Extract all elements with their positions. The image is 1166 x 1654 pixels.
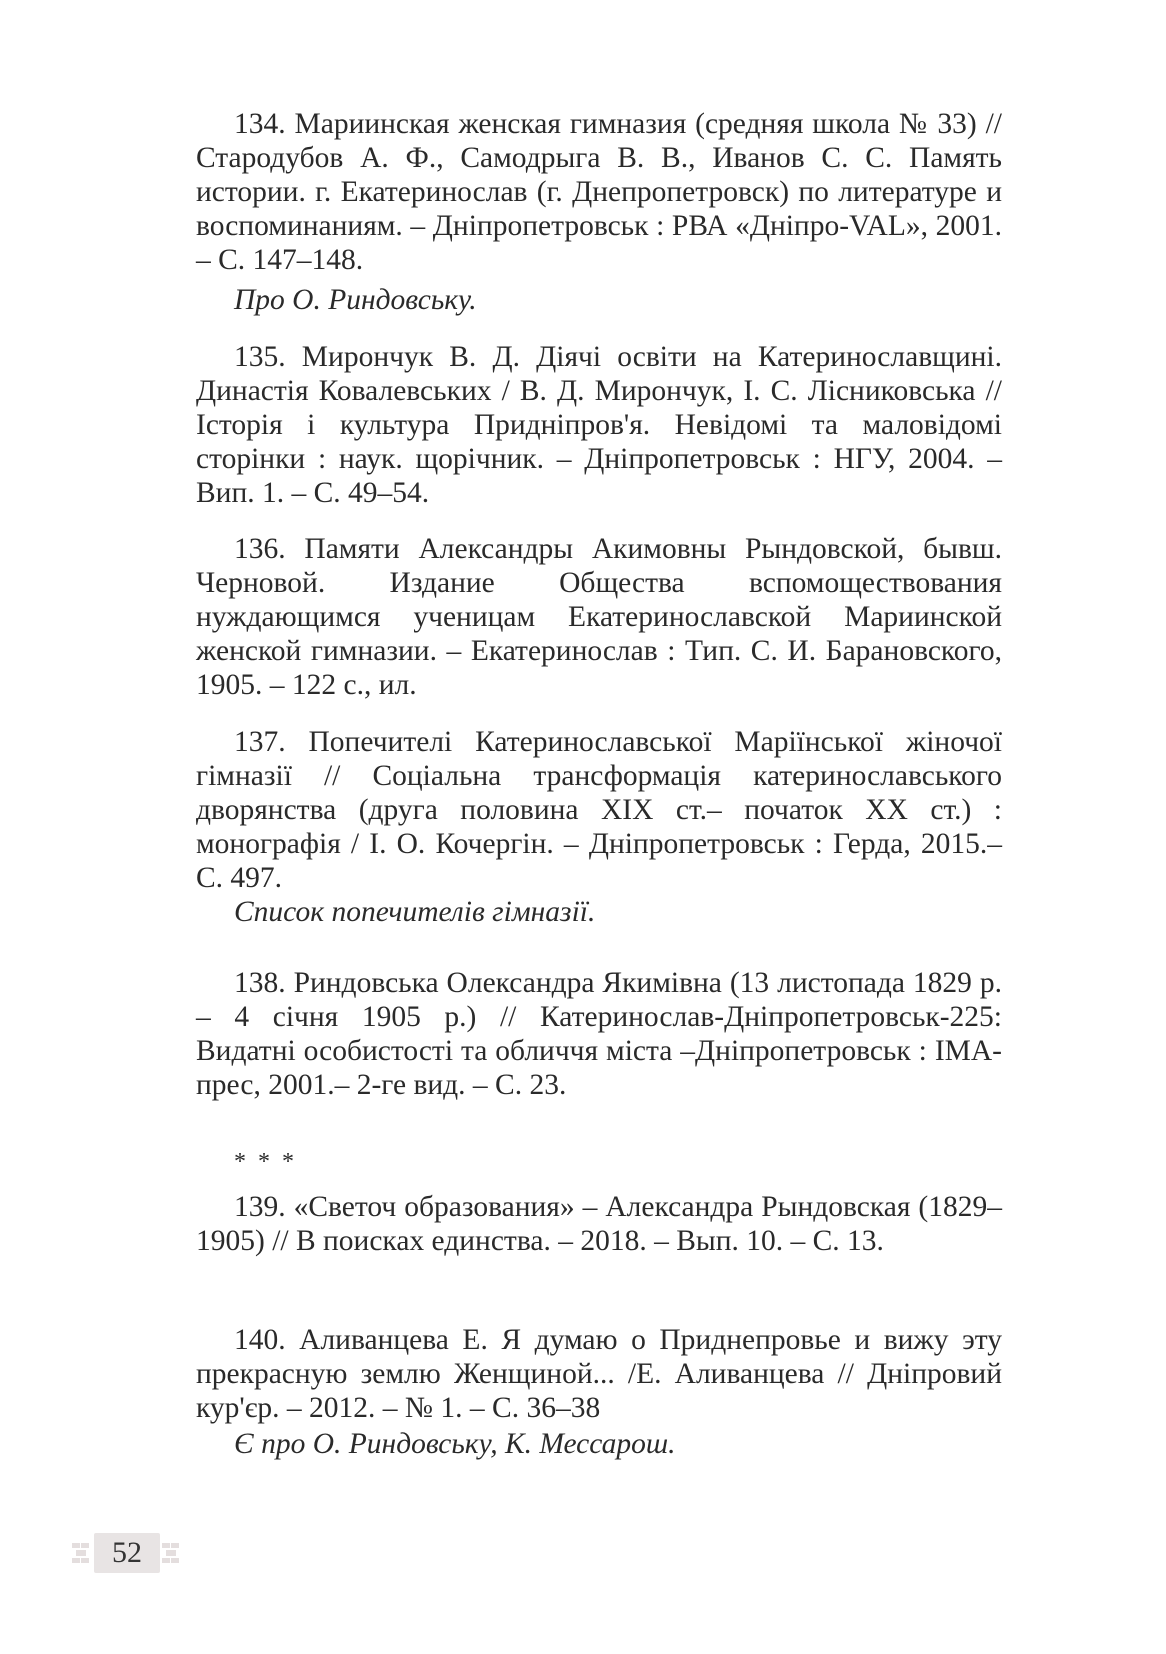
bibliography-entry-140 [196,1323,1002,1461]
entry-text: 138. Риндовська Олександра Якимівна (13 листопада 1829 р. – 4 січня 1905 р.) // Катеринослав-Дніпропетровськ-225: Видатні особистості та обличчя міста –Дніпропетровськ : ІМА-прес, 2001.– 2-ге вид. – С. 23. [196,967,1002,1101]
ornament-right-icon [162,1539,180,1567]
entry-note: Є про О. Риндовську, К. Мессарош. [234,1428,676,1460]
ornament-left-icon [72,1539,90,1567]
entry-text: 137. Попечителі Катеринославської Маріїнської жіночої гімназії // Соціальна трансформація катеринославського дворянства (друга половина ХІХ ст.– початок ХХ ст.) : монографія / І. О. Кочергін. – Дніпропетровськ : Герда, 2015.– С. 497. [196,726,1002,894]
entry-text: 140. Аливанцева Е. Я думаю о Приднепровье и вижу эту прекрасную землю Женщиной... /Е. Аливанцева // Дніпровий кур'єр. – 2012. – № 1. – С. 36–38 [196,1324,1002,1424]
entry-note: Список попечителів гімназії. [234,896,596,928]
bibliography-entry-137 [196,725,1002,929]
bibliography-entry-134 [196,107,1002,317]
entry-text: 134. Мариинская женская гимназия (средняя школа № 33) // Стародубов А. Ф., Самодрыга В. В., Иванов С. С. Память истории. г. Екатеринослав (г. Днепропетровск) по литературе и воспоминаниям. – Дніпропетровськ : РВА «Дніпро-VAL», 2001. – С. 147–148. [196,108,1002,276]
entry-text: 139. «Светоч образования» – Александра Рындовская (1829–1905) // В поисках единства. – 2018. – Вып. 10. – С. 13. [196,1191,1002,1257]
section-separator: * * * [234,1149,297,1175]
bibliography-entry-136 [196,532,1002,702]
bibliography-entry-139 [196,1190,1002,1258]
bibliography-entry-138 [196,966,1002,1102]
entry-note: Про О. Риндовську. [234,284,477,316]
page-number-block [72,1533,180,1573]
bibliography-entry-135 [196,340,1002,510]
entry-text: 136. Памяти Александры Акимовны Рындовской, бывш. Черновой. Издание Общества вспомоществования нуждающимся ученицам Екатеринославской Мариинской женской гимназии. – Екатеринослав : Тип. С. И. Барановского, 1905. – 122 с., ил. [196,533,1002,701]
page-number: 52 [112,1536,142,1569]
entry-text: 135. Мирончук В. Д. Діячі освіти на Катеринославщині. Династія Ковалевських / В. Д. Мирончук, І. С. Лісниковська // Історія і культура Придніпров'я. Невідомі та маловідомі сторінки : наук. щорічник. – Дніпропетровськ : НГУ, 2004. – Вип. 1. – С. 49–54. [196,341,1002,509]
